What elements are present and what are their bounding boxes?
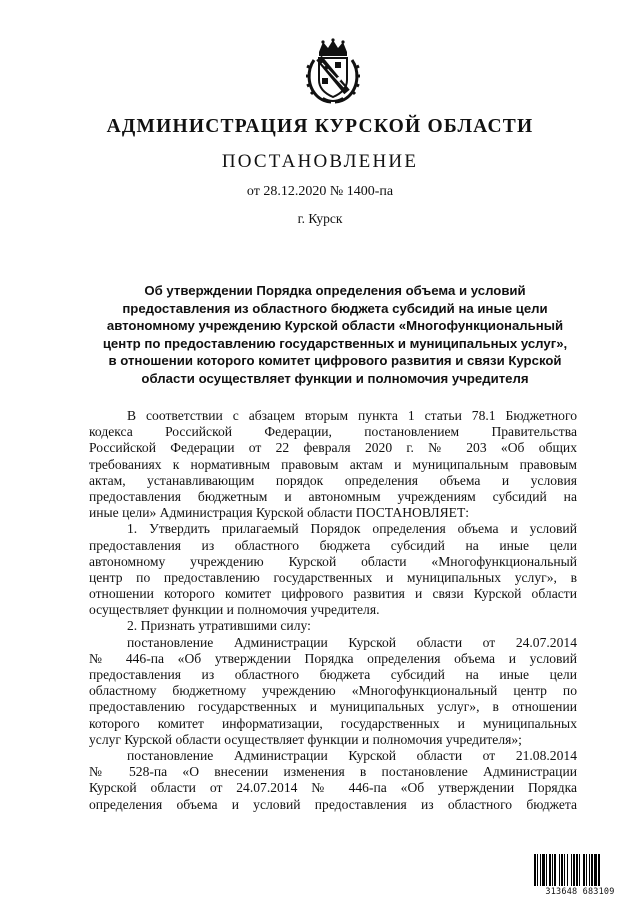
kursk-region-coat-of-arms-icon: [305, 38, 361, 104]
body-line: центр по предоставлению государственных и муниципальных услуг», в: [89, 569, 577, 585]
body-line: иные цели» Администрация Курской области ПОСТАНОВЛЯЕТ:: [89, 505, 470, 521]
body-line: областному бюджетному учреждению «Многофункциональный центр по: [89, 683, 577, 699]
document-place: г. Курск: [297, 211, 343, 226]
body-line: предоставления бюджетным и автономным учреждениям субсидий на: [89, 488, 577, 504]
body-line: № 528-па «О внесении изменения в постановление Администрации: [89, 764, 577, 780]
barcode-icon: [534, 854, 626, 886]
body-line: предоставления из областного бюджета субсидий на иные цели: [89, 667, 577, 682]
body-line: определения объема и условий предоставления из областного бюджета: [89, 796, 577, 812]
title-line: Об утверждении Порядка определения объема и условий: [144, 283, 526, 298]
body-line: постановление Администрации Курской области от 21.08.2014: [127, 747, 577, 763]
body-line: № 446-па «Об утверждении Порядка определения объема и условий: [89, 650, 577, 666]
body-line: постановление Администрации Курской области от 24.07.2014: [127, 634, 577, 650]
title-line: центр по предоставлению государственных и муниципальных услуг»,: [102, 335, 568, 351]
document-title: [80, 282, 590, 388]
title-line: предоставления из областного бюджета субсидий на иные цели: [122, 300, 548, 316]
title-line: области осуществляет функции и полномочия учредителя: [141, 370, 529, 386]
body-line: услуг Курской области осуществляет функции и полномочия учредителя»;: [89, 731, 522, 747]
body-line: 2. Признать утратившими силу:: [127, 618, 311, 634]
body-line: Российской Федерации от 22 февраля 2020 г. № 203 «Об общих: [89, 440, 577, 456]
barcode-number: 313648 683109: [545, 887, 615, 897]
document-date-number: от 28.12.2020 № 1400-па: [246, 184, 394, 199]
body-line: кодекса Российской Федерации, постановлением Правительства: [89, 424, 577, 440]
document-type: ПОСТАНОВЛЕНИЕ: [221, 151, 419, 172]
body-line: актам, устанавливающим порядок определения объема и условия: [89, 472, 577, 488]
body-line: предоставлению государственных и муниципальных услуг», в отношении: [89, 699, 577, 715]
body-line: предоставления из областного бюджета субсидий на иные цели: [89, 537, 577, 553]
organization-title: АДМИНИСТРАЦИЯ КУРСКОЙ ОБЛАСТИ: [106, 116, 534, 137]
body-line: осуществляет функции и полномочия учредителя.: [89, 602, 380, 618]
document-body: [89, 408, 577, 813]
body-line: В соответствии с абзацем вторым пункта 1 статьи 78.1 Бюджетного: [127, 408, 577, 423]
body-line: требованиях к нормативным правовым актам и муниципальным правовым: [89, 456, 577, 472]
title-line: в отношении которого комитет цифрового развития и связи Курской: [108, 353, 562, 369]
body-line: отношении которого комитет цифрового развития и связи Курской области: [89, 586, 577, 602]
body-line: 1. Утвердить прилагаемый Порядок определения объема и условий: [127, 521, 577, 537]
title-line: автономному учреждению Курской области «Многофункциональный: [106, 318, 564, 334]
body-line: Курской области от 24.07.2014 № 446-па «Об утверждении Порядка: [89, 780, 577, 796]
body-line: которого комитет информатизации, государственных и муниципальных: [89, 715, 577, 731]
body-line: автономному учреждению Курской области «Многофункциональный: [89, 553, 577, 569]
